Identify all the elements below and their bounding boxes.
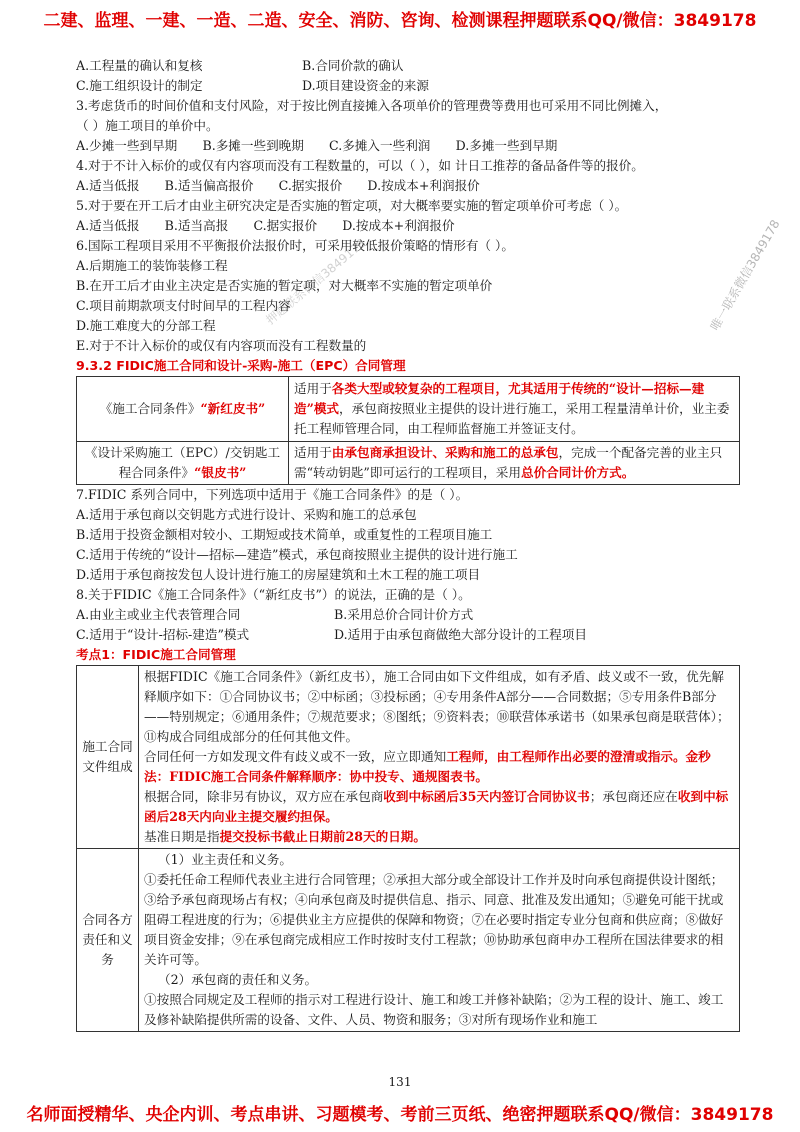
question-3: 3.考虑货币的时间价值和支付风险，对于按比例直接摊入各项单价的管理费等费用也可采用不同比例摊入，: [76, 98, 668, 113]
question-7-option-b: B.适用于投资金额相对较小、工期短或技术简单，或重复性的工程项目施工: [76, 527, 493, 542]
option-line: A.工程量的确认和复核 B.合同价款的确认: [76, 58, 404, 73]
question-6-option-c: C.项目前期款项支付时间早的工程内容: [76, 298, 291, 313]
question-6-option-e: E.对于不计入标价的或仅有内容项而没有工程数量的: [76, 338, 367, 353]
question-7: 7.FIDIC 系列合同中，下列选项中适用于《施工合同条件》的是（ ）。: [76, 487, 469, 502]
question-4: 4.对于不计入标价的或仅有内容项而没有工程数量的，可以（ ），如 计日工推荐的备品备件等的报价。: [76, 158, 644, 173]
silver-book-description: 适用于由承包商承担设计、采购和施工的总承包，完成一个配备完善的业主只需“转动钥匙”即可运行的工程项目，采用总价合同计价方式。: [289, 442, 740, 485]
question-5-options: A.适当低报 B.适当高报 C.据实报价 D.按成本+利润报价: [76, 218, 455, 233]
question-6-option-d: D.施工难度大的分部工程: [76, 318, 216, 333]
question-6: 6.国际工程项目采用不平衡报价法报价时，可采用较低报价策略的情形有（ ）。: [76, 238, 514, 253]
page-number: 131: [388, 1075, 412, 1089]
fidic-document-table: [76, 665, 740, 1032]
question-7-option-c: C.适用于传统的“设计—招标—建造”模式，承包商按照业主提供的设计进行施工: [76, 547, 518, 562]
header-banner: 二建、监理、一建、一造、二造、安全、消防、咨询、检测课程押题联系QQ/微信：3849178: [43, 11, 757, 31]
duties-label: 合同各方责任和义务: [77, 849, 139, 1032]
silver-book-label: 《设计采购施工（EPC）/交钥匙工程合同条件》“银皮书”: [77, 442, 289, 485]
table-row: [77, 849, 740, 1032]
footer-banner: 名师面授精华、央企内训、考点串讲、习题模考、考前三页纸、绝密押题联系QQ/微信：3849178: [26, 1105, 774, 1125]
question-5: 5.对于要在开工后才由业主研究决定是否实施的暂定项，对大概率要实施的暂定项单价可考虑（ ）。: [76, 198, 628, 213]
question-3-options: A.少摊一些到早期 B.多摊一些到晚期 C.多摊入一些利润 D.多摊一些到早期: [76, 138, 558, 153]
doc-composition-content: 根据FIDIC《施工合同条件》（新红皮书），施工合同由如下文件组成，如有矛盾、歧义或不一致，优先解释顺序如下：①合同协议书；②中标函；③投标函；④专用条件A部分——合同数据；⑤专用条件B部分——特别规定；⑥通用条件；⑦规范要求；⑧图纸；⑨资料表；⑩联营体承诺书（如果承包商是联营体）；⑪构成合同组成部分的任何其他文件。 合同任何一方如发现文件有歧义或不一致，应立即通知工程师，由工程师作出必要的澄清或指示。金秒法：FIDIC施工合同条件解释顺序：协中投专、通规图表书。 根据合同，除非另有协议，双方应在承包商收到中标函后35天内签订合同协议书；承包商还应在收到中标函后28天内向业主提交履约担保。 基准日期是指提交投标书截止日期前28天的日期。: [139, 666, 740, 849]
question-6-option-a: A.后期施工的装饰装修工程: [76, 258, 228, 273]
question-3-cont: （ ）施工项目的单价中。: [76, 118, 219, 133]
option-line: C.施工组织设计的制定 D.项目建设资金的来源: [76, 78, 429, 93]
watermark-mid: 押题联系微信3849178: [263, 235, 369, 328]
fidic-comparison-table: [76, 376, 740, 485]
red-book-description: 适用于各类大型或较复杂的工程项目，尤其适用于传统的“设计—招标—建造”模式，承包商按照业主提供的设计进行施工，采用工程量清单计价，业主委托工程师管理合同，由工程师监督施工并签证支付。: [289, 377, 740, 442]
question-8: 8.关于FIDIC《施工合同条件》（“新红皮书”）的说法，正确的是（ ）。: [76, 587, 471, 602]
question-7-option-d: D.适用于承包商按发包人设计进行施工的房屋建筑和土木工程的施工项目: [76, 567, 481, 582]
question-7-option-a: A.适用于承包商以交钥匙方式进行设计、采购和施工的总承包: [76, 507, 417, 522]
question-4-options: A.适当低报 B.适当偏高报价 C.据实报价 D.按成本+利润报价: [76, 178, 480, 193]
option-line: A.由业主或业主代表管理合同 B.采用总价合同计价方式: [76, 607, 474, 622]
red-book-label: 《施工合同条件》“新红皮书”: [77, 377, 289, 442]
kaodian-heading: 考点1：FIDIC施工合同管理: [76, 647, 236, 662]
table-row: [77, 377, 740, 442]
question-6-option-b: B.在开工后才由业主决定是否实施的暂定项，对大概率不实施的暂定项单价: [76, 278, 493, 293]
table-row: [77, 442, 740, 485]
page-content: [76, 56, 740, 1032]
duties-content: （1）业主责任和义务。 ①委托任命工程师代表业主进行合同管理；②承担大部分或全部设计工作并及时向承包商提供设计图纸；③给予承包商现场占有权；④向承包商及时提供信息、指示、同意、批准及发出通知；⑤避免可能干扰或阻碍工程进度的行为；⑥提供业主方应提供的保障和物资；⑦在必要时指定专业分包商和供应商；⑧做好项目资金安排；⑨在承包商完成相应工作时按时支付工程款；⑩协助承包商申办工程所在国法律要求的相关许可等。 （2）承包商的责任和义务。 ①按照合同规定及工程师的指示对工程进行设计、施工和竣工并修补缺陷；②为工程的设计、施工、竣工及修补缺陷提供所需的设备、文件、人员、物资和服务；③对所有现场作业和施工: [139, 849, 740, 1032]
doc-composition-label: 施工合同文件组成: [77, 666, 139, 849]
watermark-right: 唯一联系微信3849178: [707, 217, 783, 333]
section-heading-fidic: 9.3.2 FIDIC施工合同和设计-采购-施工（EPC）合同管理: [76, 358, 406, 373]
table-row: [77, 666, 740, 849]
option-line: C.适用于“设计-招标-建造”模式 D.适用于由承包商做绝大部分设计的工程项目: [76, 627, 587, 642]
